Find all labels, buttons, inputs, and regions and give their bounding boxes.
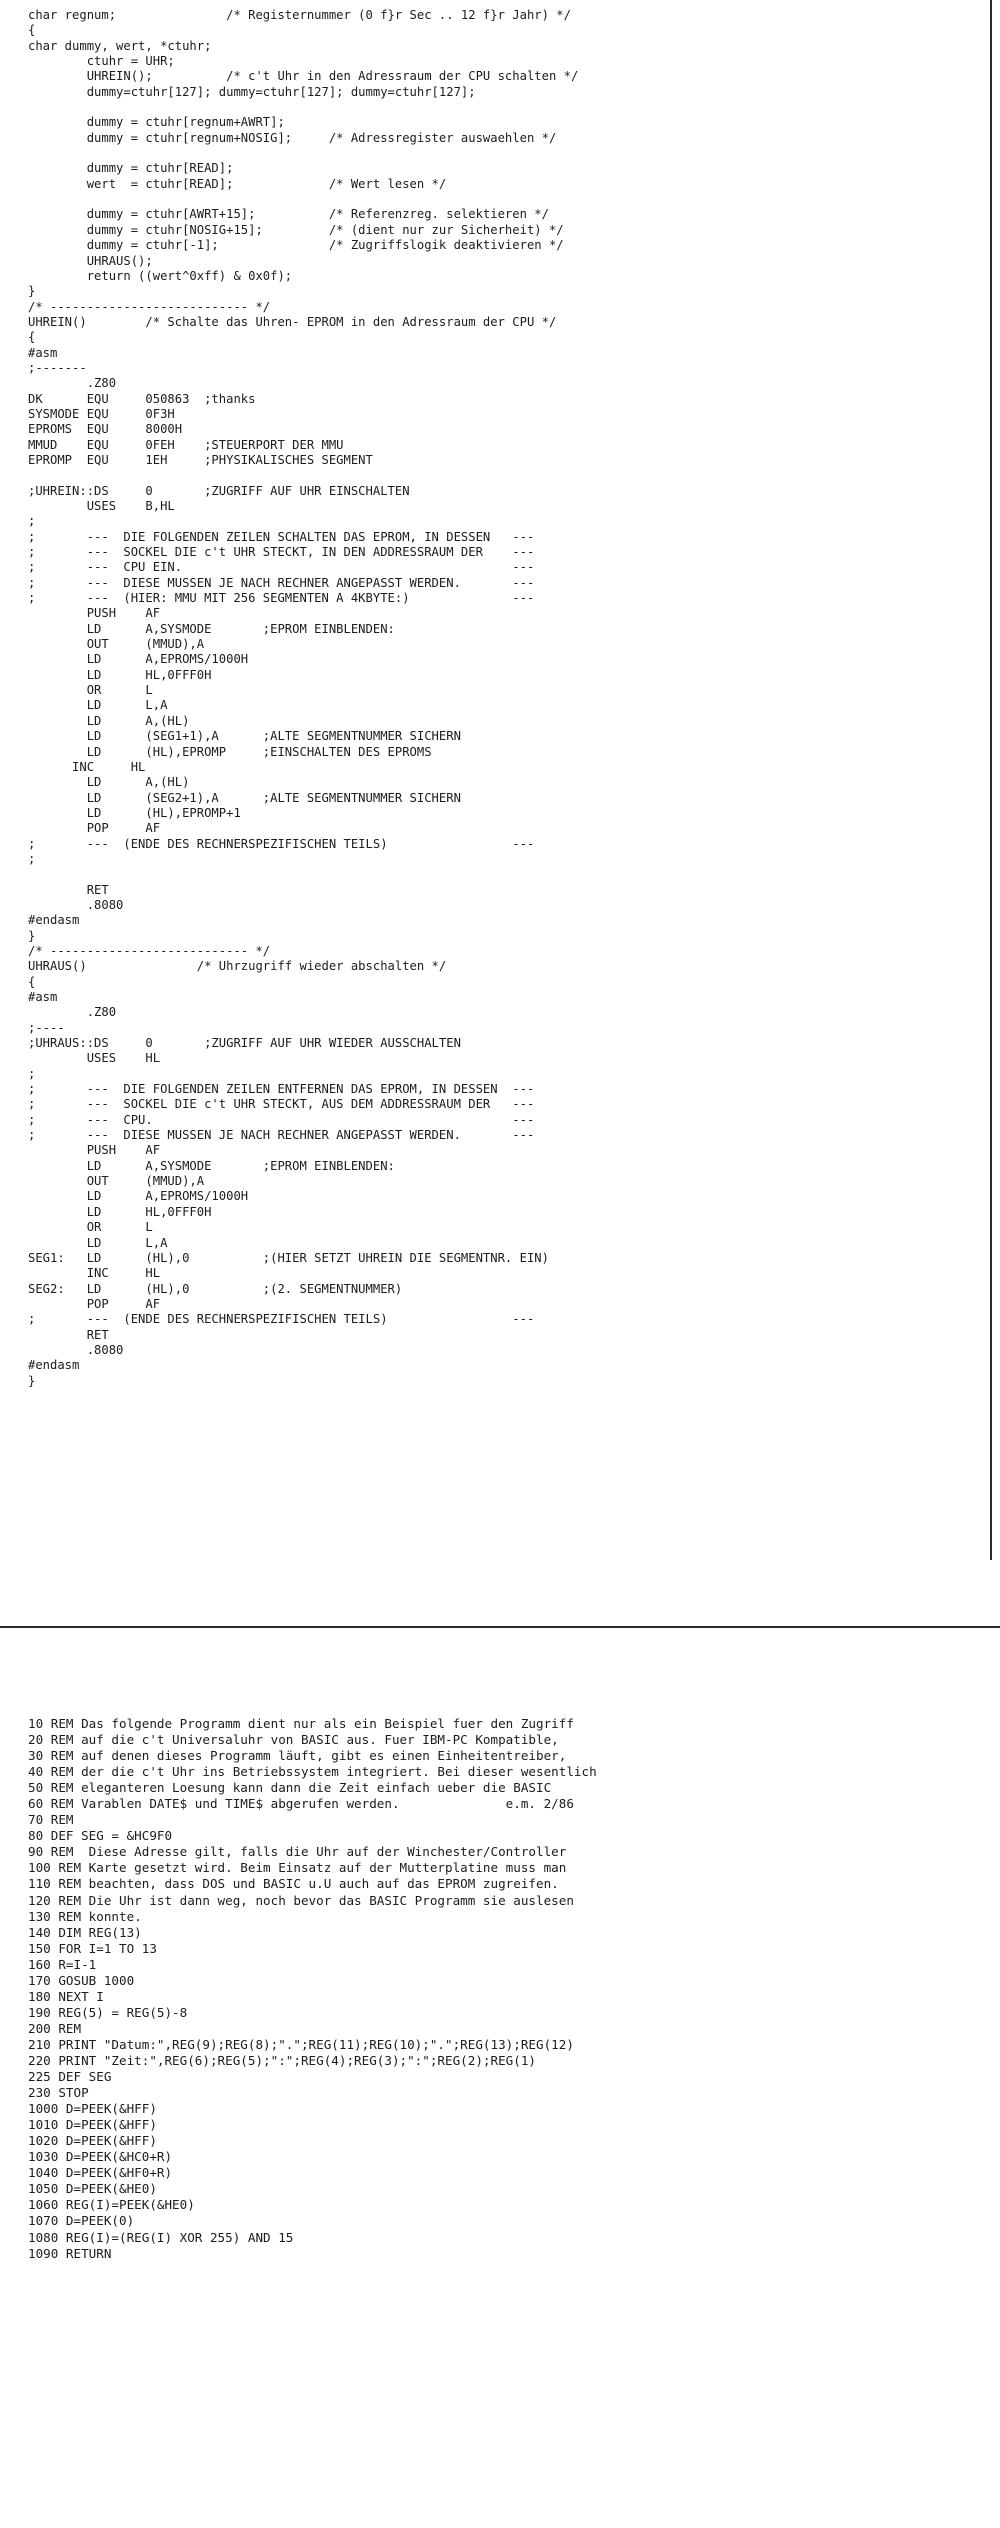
code-line bbox=[28, 100, 978, 115]
basic-line: 200 REM bbox=[28, 2020, 82, 2036]
code-line: #endasm bbox=[28, 1358, 80, 1373]
code-line: LD A,SYSMODE ;EPROM EINBLENDEN: bbox=[28, 1158, 395, 1173]
code-line: { bbox=[28, 330, 36, 345]
code-line: LD (HL),EPROMP+1 bbox=[28, 805, 241, 820]
code-line: dummy = ctuhr[AWRT+15]; /* Referenzreg. selektieren */ bbox=[28, 207, 549, 222]
code-line: PUSH AF bbox=[28, 1143, 161, 1158]
basic-line: 225 DEF SEG bbox=[28, 2069, 112, 2085]
code-line: .8080 bbox=[28, 1342, 124, 1357]
code-line: POP AF bbox=[28, 821, 161, 836]
basic-line: 1070 D=PEEK(0) bbox=[28, 2213, 135, 2229]
code-line bbox=[28, 468, 978, 483]
code-line: /* --------------------------- */ bbox=[28, 943, 271, 958]
code-line: { bbox=[28, 974, 36, 989]
code-line: /* --------------------------- */ bbox=[28, 299, 271, 314]
code-line: char regnum; /* Registernummer (0 f}r Sec .. 12 f}r Jahr) */ bbox=[28, 8, 571, 22]
code-line: dummy = ctuhr[regnum+AWRT]; bbox=[28, 115, 285, 130]
code-line: ; bbox=[28, 851, 36, 866]
code-line: } bbox=[28, 1373, 36, 1388]
basic-line: 220 PRINT "Zeit:",REG(6);REG(5);":";REG(4);REG(3);":";REG(2);REG(1) bbox=[28, 2052, 536, 2068]
code-line: RET bbox=[28, 1327, 109, 1342]
code-line: LD HL,0FFF0H bbox=[28, 1204, 212, 1219]
code-line: UHREIN(); /* c't Uhr in den Adressraum der CPU schalten */ bbox=[28, 69, 579, 84]
code-line: LD (HL),EPROMP ;EINSCHALTEN DES EPROMS bbox=[28, 744, 432, 759]
c-assembler-listing bbox=[28, 8, 978, 1389]
code-line: LD A,EPROMS/1000H bbox=[28, 1189, 249, 1204]
code-line: return ((wert^0xff) & 0x0f); bbox=[28, 268, 293, 283]
code-line: OR L bbox=[28, 1220, 153, 1235]
code-line: dummy = ctuhr[-1]; /* Zugriffslogik deaktivieren */ bbox=[28, 238, 564, 253]
basic-line: 70 REM bbox=[28, 1812, 74, 1828]
code-line: RET bbox=[28, 882, 109, 897]
code-line: LD A,(HL) bbox=[28, 713, 190, 728]
code-line: INC HL bbox=[28, 1266, 161, 1281]
basic-line: 1000 D=PEEK(&HFF) bbox=[28, 2101, 157, 2117]
code-line: .Z80 bbox=[28, 376, 117, 391]
basic-line: 140 DIM REG(13) bbox=[28, 1924, 142, 1940]
code-line: #asm bbox=[28, 990, 58, 1004]
code-line: dummy = ctuhr[READ]; bbox=[28, 161, 234, 176]
code-line: LD L,A bbox=[28, 1235, 168, 1250]
code-line: UHRAUS(); bbox=[28, 253, 153, 268]
code-line: } bbox=[28, 284, 36, 299]
code-line: ; --- CPU. --- bbox=[28, 1112, 535, 1127]
basic-line: 190 REG(5) = REG(5)-8 bbox=[28, 2004, 188, 2020]
code-line: ; --- DIESE MUSSEN JE NACH RECHNER ANGEPASST WERDEN. --- bbox=[28, 1128, 535, 1143]
basic-line: 210 PRINT "Datum:",REG(9);REG(8);".";REG(11);REG(10);".";REG(13);REG(12) bbox=[28, 2036, 574, 2052]
code-line: ;UHRAUS::DS 0 ;ZUGRIFF AUF UHR WIEDER AUSSCHALTEN bbox=[28, 1036, 461, 1051]
code-line bbox=[28, 867, 978, 882]
code-line: POP AF bbox=[28, 1296, 161, 1311]
code-line: PUSH AF bbox=[28, 606, 161, 621]
basic-line: 1010 D=PEEK(&HFF) bbox=[28, 2117, 157, 2133]
basic-line: 1030 D=PEEK(&HC0+R) bbox=[28, 2149, 173, 2165]
code-line: USES B,HL bbox=[28, 499, 175, 513]
code-line bbox=[28, 192, 978, 207]
code-line: ; --- (ENDE DES RECHNERSPEZIFISCHEN TEILS) --- bbox=[28, 1312, 535, 1327]
code-line: ;------- bbox=[28, 360, 87, 375]
code-line: ; --- DIE FOLGENDEN ZEILEN ENTFERNEN DAS EPROM, IN DESSEN --- bbox=[28, 1082, 535, 1097]
basic-line: 180 NEXT I bbox=[28, 1988, 104, 2004]
code-line: ;UHREIN::DS 0 ;ZUGRIFF AUF UHR EINSCHALTEN bbox=[28, 483, 410, 498]
code-line: DK EQU 050863 ;thanks bbox=[28, 391, 256, 406]
code-line: wert = ctuhr[READ]; /* Wert lesen */ bbox=[28, 176, 447, 191]
code-line: dummy=ctuhr[127]; dummy=ctuhr[127]; dummy=ctuhr[127]; bbox=[28, 84, 476, 99]
code-line: ; --- DIESE MUSSEN JE NACH RECHNER ANGEPASST WERDEN. --- bbox=[28, 575, 535, 590]
basic-line: 1040 D=PEEK(&HF0+R) bbox=[28, 2165, 173, 2181]
basic-line: 80 DEF SEG = &HC9F0 bbox=[28, 1828, 173, 1844]
code-line: ; --- CPU EIN. --- bbox=[28, 560, 535, 575]
basic-line: 160 R=I-1 bbox=[28, 1956, 97, 1972]
code-line: INC HL bbox=[28, 759, 146, 774]
basic-line: 120 REM Die Uhr ist dann weg, noch bevor das BASIC Programm sie auslesen bbox=[28, 1892, 574, 1908]
code-line: LD A,SYSMODE ;EPROM EINBLENDEN: bbox=[28, 621, 395, 636]
basic-line: 40 REM der die c't Uhr ins Betriebssystem integriert. Bei dieser wesentlich bbox=[28, 1764, 597, 1780]
code-line: #asm bbox=[28, 345, 58, 360]
code-line: UHRAUS() /* Uhrzugriff wieder abschalten */ bbox=[28, 959, 447, 974]
basic-line: 20 REM auf die c't Universaluhr von BASIC aus. Fuer IBM-PC Kompatible, bbox=[28, 1732, 559, 1748]
basic-line: 1080 REG(I)=(REG(I) XOR 255) AND 15 bbox=[28, 2229, 294, 2245]
code-line: .8080 bbox=[28, 897, 124, 912]
code-line bbox=[28, 146, 978, 161]
code-line: LD (SEG2+1),A ;ALTE SEGMENTNUMMER SICHERN bbox=[28, 790, 461, 805]
code-line: ; --- DIE FOLGENDEN ZEILEN SCHALTEN DAS EPROM, IN DESSEN --- bbox=[28, 529, 535, 544]
basic-line: 150 FOR I=1 TO 13 bbox=[28, 1940, 157, 1956]
basic-line: 130 REM konnte. bbox=[28, 1908, 142, 1924]
basic-line: 60 REM Varablen DATE$ und TIME$ abgerufen werden. e.m. 2/86 bbox=[28, 1796, 574, 1812]
column-divider bbox=[990, 0, 992, 1560]
code-line: ; --- SOCKEL DIE c't UHR STECKT, IN DEN ADDRESSRAUM DER --- bbox=[28, 545, 535, 560]
code-line: SEG2: LD (HL),0 ;(2. SEGMENTNUMMER) bbox=[28, 1281, 403, 1296]
code-line: dummy = ctuhr[regnum+NOSIG]; /* Adressregister auswaehlen */ bbox=[28, 130, 557, 145]
code-line: LD (SEG1+1),A ;ALTE SEGMENTNUMMER SICHERN bbox=[28, 729, 461, 744]
basic-line: 90 REM Diese Adresse gilt, falls die Uhr auf der Winchester/Controller bbox=[28, 1844, 567, 1860]
code-line: SEG1: LD (HL),0 ;(HIER SETZT UHREIN DIE SEGMENTNR. EIN) bbox=[28, 1250, 549, 1265]
code-line: LD L,A bbox=[28, 698, 168, 713]
code-line: { bbox=[28, 23, 36, 38]
basic-line: 1060 REG(I)=PEEK(&HE0) bbox=[28, 2197, 195, 2213]
code-line: } bbox=[28, 928, 36, 943]
basic-line: 50 REM eleganteren Loesung kann dann die Zeit einfach ueber die BASIC bbox=[28, 1780, 552, 1796]
code-line: ;---- bbox=[28, 1020, 65, 1035]
code-line: LD A,(HL) bbox=[28, 775, 190, 790]
code-line: ; --- (HIER: MMU MIT 256 SEGMENTEN A 4KBYTE:) --- bbox=[28, 591, 535, 606]
basic-line: 230 STOP bbox=[28, 2085, 89, 2101]
code-line: ; --- (ENDE DES RECHNERSPEZIFISCHEN TEILS) --- bbox=[28, 836, 535, 851]
code-line: char dummy, wert, *ctuhr; bbox=[28, 38, 212, 53]
code-line: EPROMP EQU 1EH ;PHYSIKALISCHES SEGMENT bbox=[28, 452, 373, 467]
code-line: EPROMS EQU 8000H bbox=[28, 422, 183, 437]
basic-line: 110 REM beachten, dass DOS und BASIC u.U auch auf das EPROM zugreifen. bbox=[28, 1876, 559, 1892]
code-line: ; bbox=[28, 1066, 36, 1081]
basic-line: 1050 D=PEEK(&HE0) bbox=[28, 2181, 157, 2197]
basic-program-listing bbox=[28, 1716, 978, 2262]
code-line: ; bbox=[28, 514, 36, 529]
code-line: OUT (MMUD),A bbox=[28, 637, 205, 652]
basic-line: 1020 D=PEEK(&HFF) bbox=[28, 2133, 157, 2149]
basic-line: 10 REM Das folgende Programm dient nur als ein Beispiel fuer den Zugriff bbox=[28, 1716, 574, 1731]
basic-line: 1090 RETURN bbox=[28, 2245, 112, 2261]
code-line: .Z80 bbox=[28, 1005, 117, 1020]
basic-line: 100 REM Karte gesetzt wird. Beim Einsatz auf der Mutterplatine muss man bbox=[28, 1860, 567, 1876]
code-line: LD A,EPROMS/1000H bbox=[28, 652, 249, 667]
code-line: ; --- SOCKEL DIE c't UHR STECKT, AUS DEM ADDRESSRAUM DER --- bbox=[28, 1097, 535, 1112]
basic-line: 170 GOSUB 1000 bbox=[28, 1972, 135, 1988]
basic-line: 30 REM auf denen dieses Programm läuft, gibt es einen Einheitentreiber, bbox=[28, 1748, 567, 1764]
code-line: OR L bbox=[28, 683, 153, 698]
code-line: OUT (MMUD),A bbox=[28, 1174, 205, 1189]
code-line: UHREIN() /* Schalte das Uhren- EPROM in den Adressraum der CPU */ bbox=[28, 314, 557, 329]
code-line: #endasm bbox=[28, 913, 80, 928]
section-divider bbox=[0, 1626, 1000, 1628]
code-line: SYSMODE EQU 0F3H bbox=[28, 406, 175, 421]
code-line: ctuhr = UHR; bbox=[28, 54, 175, 69]
code-line: MMUD EQU 0FEH ;STEUERPORT DER MMU bbox=[28, 437, 344, 452]
code-line: dummy = ctuhr[NOSIG+15]; /* (dient nur zur Sicherheit) */ bbox=[28, 222, 564, 237]
code-line: LD HL,0FFF0H bbox=[28, 667, 212, 682]
code-line: USES HL bbox=[28, 1051, 161, 1066]
